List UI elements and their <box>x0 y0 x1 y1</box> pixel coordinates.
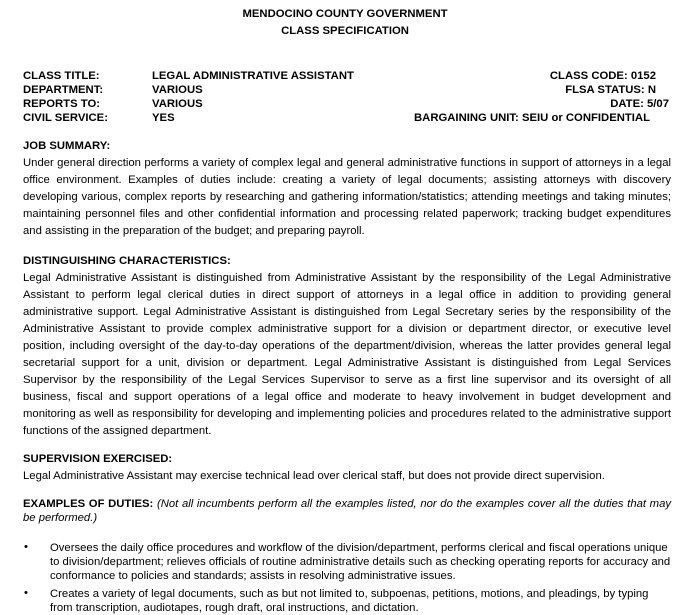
header-doc-type: CLASS SPECIFICATION <box>281 25 409 37</box>
examples-note: (Not all incumbents perform all the examples listed, nor do the examples cover all the duties that may be performed.) <box>23 498 672 524</box>
reports-to-value: VARIOUS <box>152 98 203 110</box>
duty-item: Creates a variety of legal documents, such as but not limited to, subpoenas, petitions, motions, and pleadings, by typing from transcription, audiotapes, rough draft, oral instructions, and dictation. <box>50 588 649 614</box>
supervision-heading: SUPERVISION EXERCISED: <box>23 453 173 465</box>
bargaining-unit: BARGAINING UNIT: SEIU or CONFIDENTIAL <box>414 112 650 124</box>
class-code: CLASS CODE: 0152 <box>549 70 656 82</box>
bullet-icon: • <box>24 587 28 599</box>
distinguishing-heading: DISTINGUISHING CHARACTERISTICS: <box>23 255 231 267</box>
job-summary-text: Under general direction performs a variety of complex legal and general administrative functions in support of attorneys in a legal office environment. Examples of duties include: creating a variety of legal documents; assisting attorneys with discovery developing various, complex reports by researching and gathering information/statistics; attending meetings and taking minutes; maintaining personnel files and other confidential information and processing related paperwork; tracking budget expenditures and assisting in the preparation of the budget; and preparing payroll. <box>23 157 671 237</box>
bullet-icon: • <box>24 541 28 553</box>
examples-heading: EXAMPLES OF DUTIES: <box>23 498 154 510</box>
class-title-label: CLASS TITLE: <box>23 70 100 82</box>
supervision-text: Legal Administrative Assistant may exercise technical lead over clerical staff, but does not provide direct supervision. <box>23 470 605 482</box>
job-summary-heading: JOB SUMMARY: <box>23 140 111 152</box>
civil-service-label: CIVIL SERVICE: <box>23 112 108 124</box>
examples-intro <box>23 497 671 525</box>
reports-to-label: REPORTS TO: <box>23 98 100 110</box>
department-label: DEPARTMENT: <box>23 84 104 96</box>
class-title-value: LEGAL ADMINISTRATIVE ASSISTANT <box>152 70 354 82</box>
duty-item: Oversees the daily office procedures and workflow of the division/department, performs clerical and fiscal operations unique to division/department; relieves officials of routine administrative details such as checking operating reports for accuracy and conformance to policies and standards; assists in resolving administrative issues. <box>50 542 671 582</box>
date: DATE: 5/07 <box>610 98 669 110</box>
header-agency: MENDOCINO COUNTY GOVERNMENT <box>242 8 448 20</box>
flsa-status: FLSA STATUS: N <box>565 84 656 96</box>
department-value: VARIOUS <box>152 84 203 96</box>
distinguishing-text: Legal Administrative Assistant is distinguished from Administrative Assistant by the responsibility of the Legal Administrative Assistant to perform legal clerical duties in direct support of attorneys in a legal office in addition to providing general administrative support. Legal Administrative Assistant is distinguished from Legal Secretary series by the responsibility of the Administrative Assistant to provide complex administrative support for a division or department director, or executive level position, including oversight of the day-to-day operations of the department/division, whereas the latter provides general legal secretarial support for a unit, division or department. Legal Administrative Assistant is distinguished from Legal Services Supervisor by the responsibility of the Legal Services Supervisor to serve as a first line supervisor and its oversight of all business, fiscal and support operations of a legal office and moderate to heavy involvement in budget development and monitoring as well as responsibility for developing and implementing policies and procedures related to the administrative support functions of the assigned department. <box>23 272 671 437</box>
civil-service-value: YES <box>152 112 175 124</box>
